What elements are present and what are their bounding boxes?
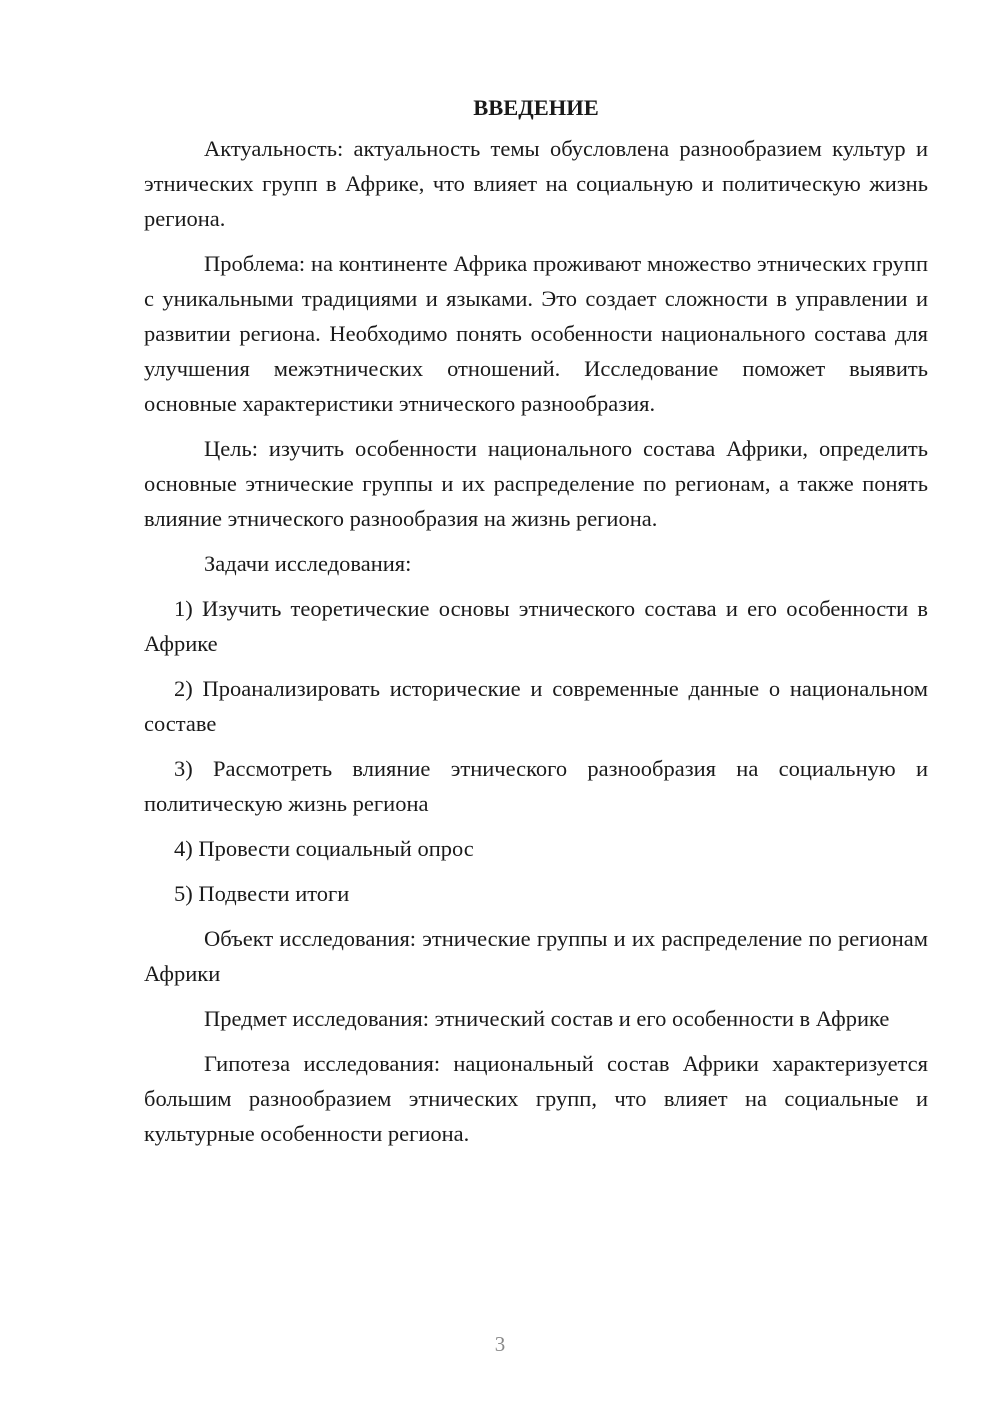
paragraph-hypothesis: Гипотеза исследования: национальный состав Африки характеризуется большим разнообразием этнических групп, что влияет на социальные и культурные особенности региона. xyxy=(144,1051,928,1146)
paragraph-object: Объект исследования: этнические группы и их распределение по регионам Африки xyxy=(144,926,928,986)
paragraph-goal: Цель: изучить особенности национального состава Африки, определить основные этнические группы и их распределение по регионам, а также понять влияние этнического разнообразия на жизнь региона. xyxy=(144,436,928,531)
list-item: 1) Изучить теоретические основы этнического состава и его особенности в Африке xyxy=(144,596,928,656)
list-item: 2) Проанализировать исторические и современные данные о национальном составе xyxy=(144,676,928,736)
section-title: ВВЕДЕНИЕ xyxy=(473,95,599,120)
list-item: 5) Подвести итоги xyxy=(174,881,350,906)
paragraph-subject: Предмет исследования: этнический состав и его особенности в Африке xyxy=(204,1006,890,1031)
list-item: 3) Рассмотреть влияние этнического разнообразия на социальную и политическую жизнь региона xyxy=(144,756,928,816)
page-number: 3 xyxy=(494,1332,506,1356)
paragraph-relevance: Актуальность: актуальность темы обусловлена разнообразием культур и этнических групп в Африке, что влияет на социальную и политическую жизнь региона. xyxy=(144,136,928,231)
tasks-list xyxy=(144,591,928,911)
document-page xyxy=(144,90,928,1161)
tasks-heading: Задачи исследования: xyxy=(204,551,412,576)
paragraph-problem: Проблема: на континенте Африка проживают множество этнических групп с уникальными традициями и языками. Это создает сложности в управлении и развитии региона. Необходимо понять особенности национального состава для улучшения межэтнических отношений. Исследование поможет выявить основные характеристики этнического разнообразия. xyxy=(144,251,928,416)
list-item: 4) Провести социальный опрос xyxy=(174,836,474,861)
